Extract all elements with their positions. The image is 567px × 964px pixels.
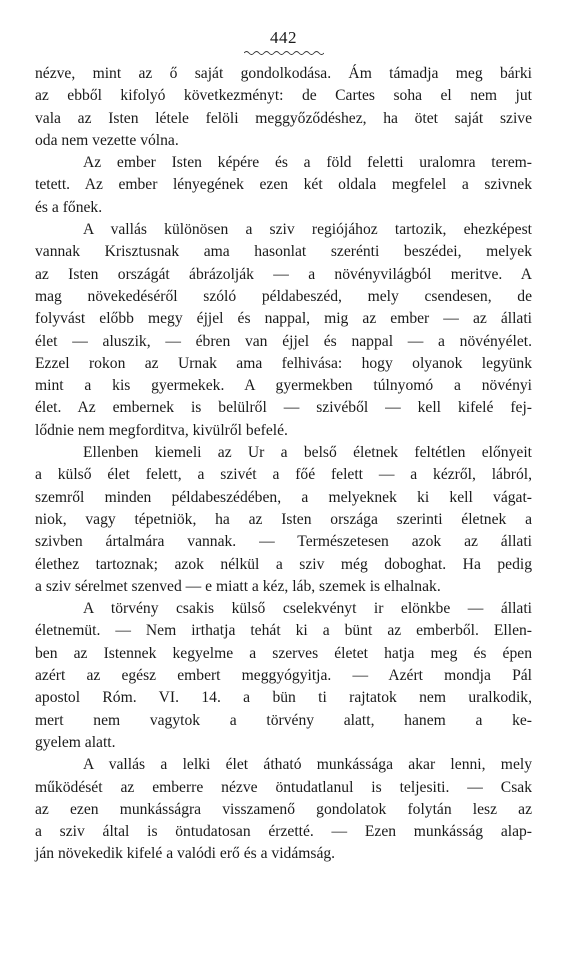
- text-line: lődnie nem megforditva, kivülről befelé.: [35, 421, 288, 439]
- text-line: Az ember Isten képére és a föld feletti uralomra terem-: [83, 154, 532, 172]
- page-number: 442: [270, 28, 297, 47]
- text-line: a sziv által is öntudatosan érzetté. — Ezen munkásság alap-: [35, 823, 532, 841]
- text-line: A törvény csakis külső cselekvényt ir elönkbe — állati: [83, 600, 532, 618]
- text-line: ben az Istennek kegyelme a szerves életet hatja meg és épen: [35, 644, 532, 662]
- text-line: és a főnek.: [35, 198, 103, 216]
- text-line: az ezen munkásságra visszamenő gondolatok folytán lesz az: [35, 800, 532, 818]
- text-line: működését az emberre nézve öntudatlanul is teljesiti. — Csak: [35, 778, 532, 796]
- text-line: élet — aluszik, — ébren van éjjel és nappal — a növényélet.: [35, 332, 532, 350]
- text-line: az ebből kifolyó következményt: de Cartes soha el nem jut: [35, 87, 532, 105]
- text-line: mint a kis gyermekek. A gyermekben túlnyomó a növényi: [35, 377, 532, 395]
- text-line: Ezzel rokon az Urnak ama felhivása: hogy olyanok legyünk: [35, 354, 532, 372]
- text-line: Ellenben kiemeli az Ur a belső életnek feltétlen előnyeit: [83, 444, 532, 462]
- text-line: szemről minden példabeszédében, a melyeknek ki kell vágat-: [35, 488, 532, 506]
- text-line: azért az egész embert meggyógyitja. — Azért mondja Pál: [35, 667, 532, 685]
- text-line: szivben ártalmára vannak. — Természetesen azok az állati: [35, 533, 532, 551]
- text-line: mert nem vagytok a törvény alatt, hanem a ke-: [35, 711, 532, 729]
- text-line: élet. Az embernek is belülről — szivéből — kell kifelé fej-: [35, 399, 532, 417]
- text-line: a külső élet felett, a szivét a főé felett — a kézről, lábról,: [35, 466, 532, 484]
- text-line: élethez tartoznak; azok nélkül a sziv még doboghat. Ha pedig: [35, 555, 532, 573]
- text-line: gyelem alatt.: [35, 733, 116, 751]
- text-line: életnemüt. — Nem irthatja tehát ki a bünt az emberből. Ellen-: [35, 622, 532, 640]
- text-line: ján növekedik kifelé a valódi erő és a vidámság.: [35, 845, 336, 863]
- text-line: A vallás a lelki élet átható munkássága akar lenni, mely: [83, 756, 532, 774]
- text-line: nézve, mint az ő saját gondolkodása. Ám támadja meg bárki: [35, 65, 532, 82]
- text-line: niok, vagy tépetniök, ha az Isten országa szerinti életnek a: [35, 510, 532, 528]
- text-line: mag növekedéséről szóló példabeszéd, mely csendesen, de: [35, 287, 532, 305]
- text-line: tetett. Az ember lényegének ezen két oldala megfelel a szivnek: [35, 176, 532, 194]
- text-line: apostol Róm. VI. 14. a bün ti rajtatok nem uralkodik,: [35, 689, 532, 707]
- text-line: vannak Krisztusnak ama hasonlat szerénti beszédei, melyek: [35, 243, 532, 261]
- text-line: A vallás különösen a sziv regiójához tartozik, ehezképest: [83, 221, 532, 239]
- text-line: vala az Isten létele felöli meggyőződéshez, ha ötet saját szive: [35, 109, 532, 127]
- text-line: oda nem vezette vólna.: [35, 131, 179, 149]
- text-line: az Isten országát ábrázolják — a növényvilágból meritve. A: [35, 265, 532, 283]
- body-text: [35, 63, 532, 866]
- text-line: a sziv sérelmet szenved — e miatt a kéz, láb, szemek is elhalnak.: [35, 577, 441, 595]
- wavy-ornament: [244, 50, 324, 56]
- text-line: folyvást előbb megy éjjel és nappal, mig az ember — az állati: [35, 310, 532, 328]
